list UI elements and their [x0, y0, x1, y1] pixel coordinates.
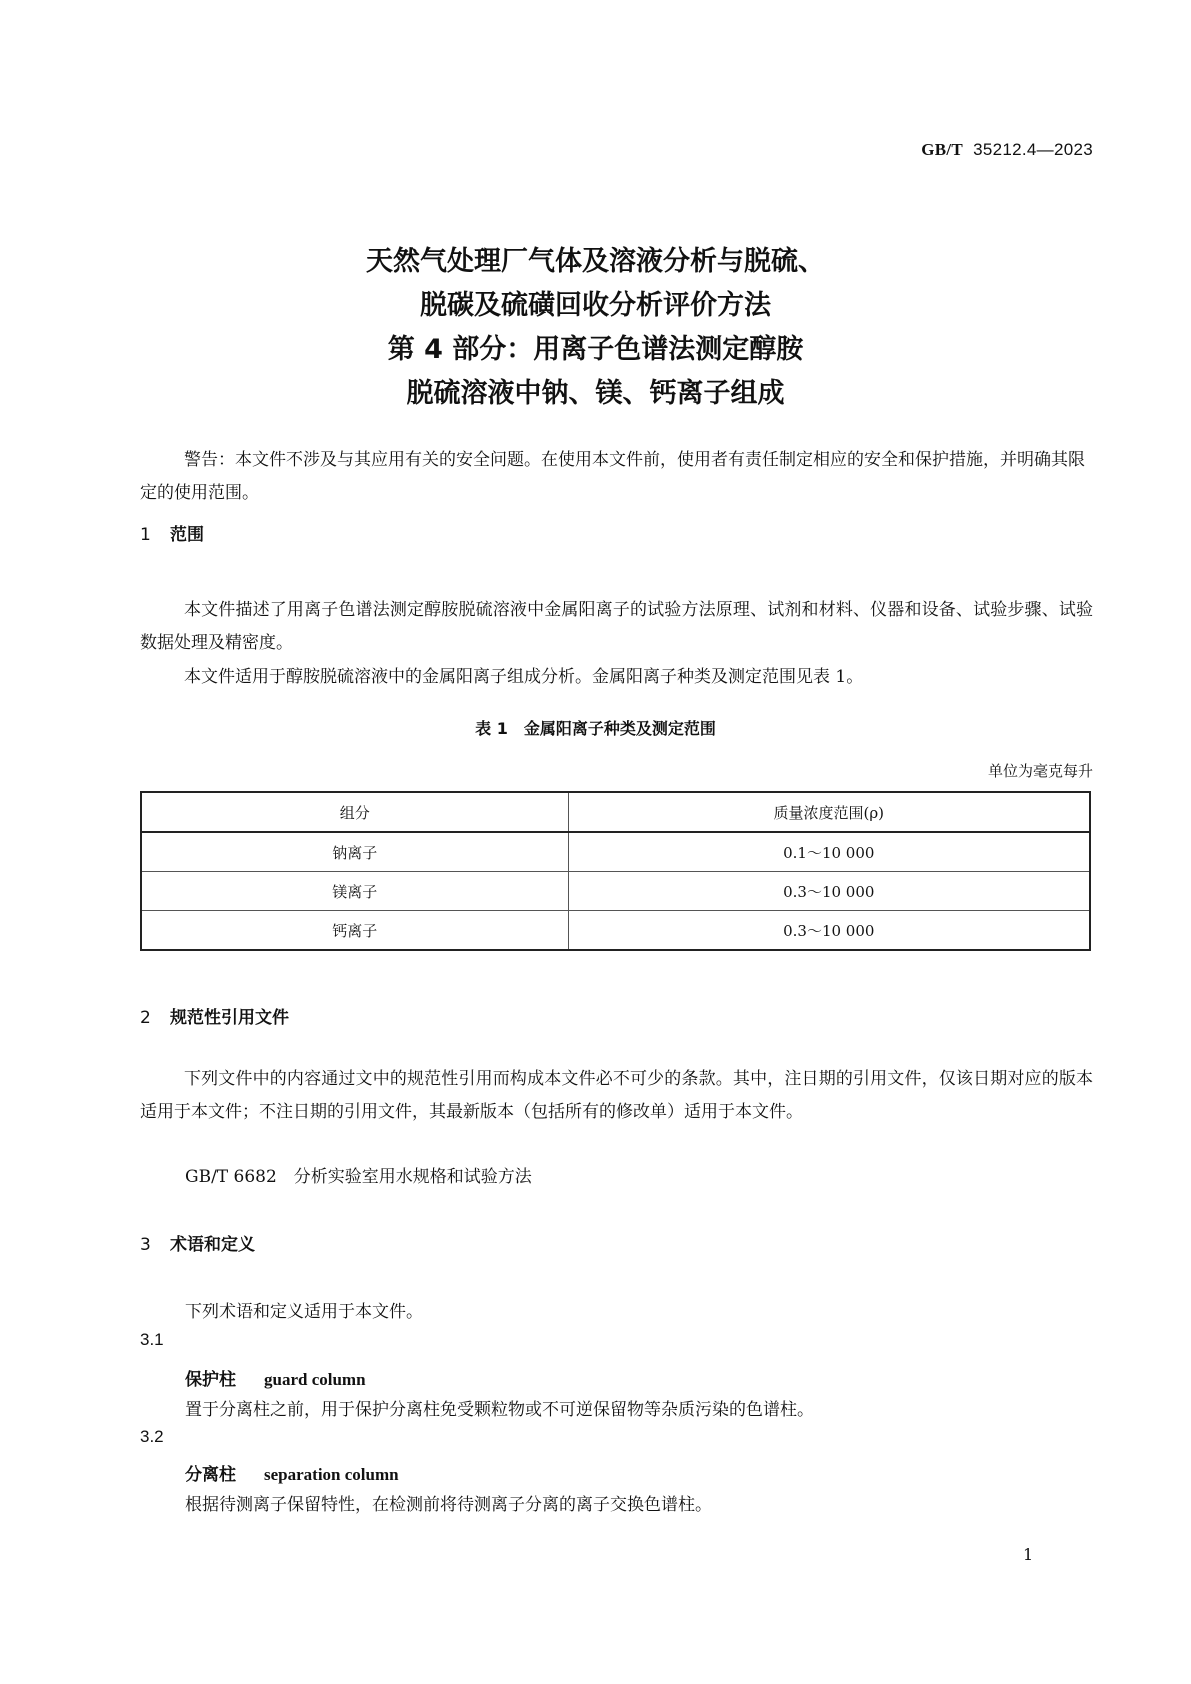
- table-cell: 0.1～10 000: [568, 832, 1090, 872]
- reference-gbt-6682: GB/T 6682 分析实验室用水规格和试验方法: [185, 1167, 532, 1187]
- term-3-1-title: 保护柱 guard column: [185, 1370, 366, 1390]
- standard-number: 35212.4—2023: [973, 140, 1093, 159]
- table-cell: 0.3～10 000: [568, 911, 1090, 951]
- table-row: [141, 911, 1090, 951]
- title-line-2: 脱碳及硫磺回收分析评价方法: [420, 290, 771, 321]
- table-cell: 0.3～10 000: [568, 872, 1090, 911]
- table-header-row: [141, 792, 1090, 832]
- standard-code: [921, 140, 1093, 160]
- term-3-1-definition: 置于分离柱之前，用于保护分离柱免受颗粒物或不可逆保留物等杂质污染的色谱柱。: [185, 1400, 814, 1420]
- table-1: [140, 791, 1091, 951]
- section-3-heading: 3 术语和定义: [140, 1235, 255, 1255]
- term-3-2-definition: 根据待测离子保留特性，在检测前将待测离子分离的离子交换色谱柱。: [185, 1495, 712, 1515]
- term-3-2-title: 分离柱 separation column: [185, 1465, 399, 1485]
- table-cell: 钙离子: [141, 911, 568, 951]
- section-1-heading: 1 范围: [140, 525, 204, 545]
- table-cell: 镁离子: [141, 872, 568, 911]
- safety-warning: 警告：本文件不涉及与其应用有关的安全问题。在使用本文件前，使用者有责任制定相应的安全和保护措施，并明确其限定的使用范围。: [140, 450, 1085, 503]
- table-cell: 钠离子: [141, 832, 568, 872]
- table-row: [141, 872, 1090, 911]
- normative-references-paragraph: 下列文件中的内容通过文中的规范性引用而构成本文件必不可少的条款。其中，注日期的引用文件，仅该日期对应的版本适用于本文件；不注日期的引用文件，其最新版本（包括所有的修改单）适用于本文件。: [140, 1069, 1093, 1122]
- term-3-2-number: 3.2: [140, 1427, 164, 1446]
- table-header-component: 组分: [141, 792, 568, 832]
- terms-intro: 下列术语和定义适用于本文件。: [185, 1302, 423, 1322]
- scope-paragraph-1: 本文件描述了用离子色谱法测定醇胺脱硫溶液中金属阳离子的试验方法原理、试剂和材料、仪器和设备、试验步骤、试验数据处理及精密度。: [140, 600, 1093, 653]
- term-3-1-number: 3.1: [140, 1330, 164, 1349]
- table-1-unit: 单位为毫克每升: [987, 762, 1093, 780]
- page-number: 1: [1023, 1545, 1034, 1564]
- scope-paragraph-2: 本文件适用于醇胺脱硫溶液中的金属阳离子组成分析。金属阳离子种类及测定范围见表 1。: [184, 667, 864, 687]
- table-header-range: 质量浓度范围(ρ): [568, 792, 1090, 832]
- section-2-heading: 2 规范性引用文件: [140, 1008, 289, 1028]
- document-title: [0, 240, 1191, 416]
- title-line-4: 脱硫溶液中钠、镁、钙离子组成: [406, 378, 785, 409]
- table-1-caption: 表 1 金属阳离子种类及测定范围: [475, 719, 716, 738]
- title-line-1: 天然气处理厂气体及溶液分析与脱硫、: [366, 246, 825, 277]
- title-line-3: 第 4 部分：用离子色谱法测定醇胺: [387, 334, 804, 365]
- standard-prefix: GB/T: [921, 140, 964, 159]
- table-row: [141, 832, 1090, 872]
